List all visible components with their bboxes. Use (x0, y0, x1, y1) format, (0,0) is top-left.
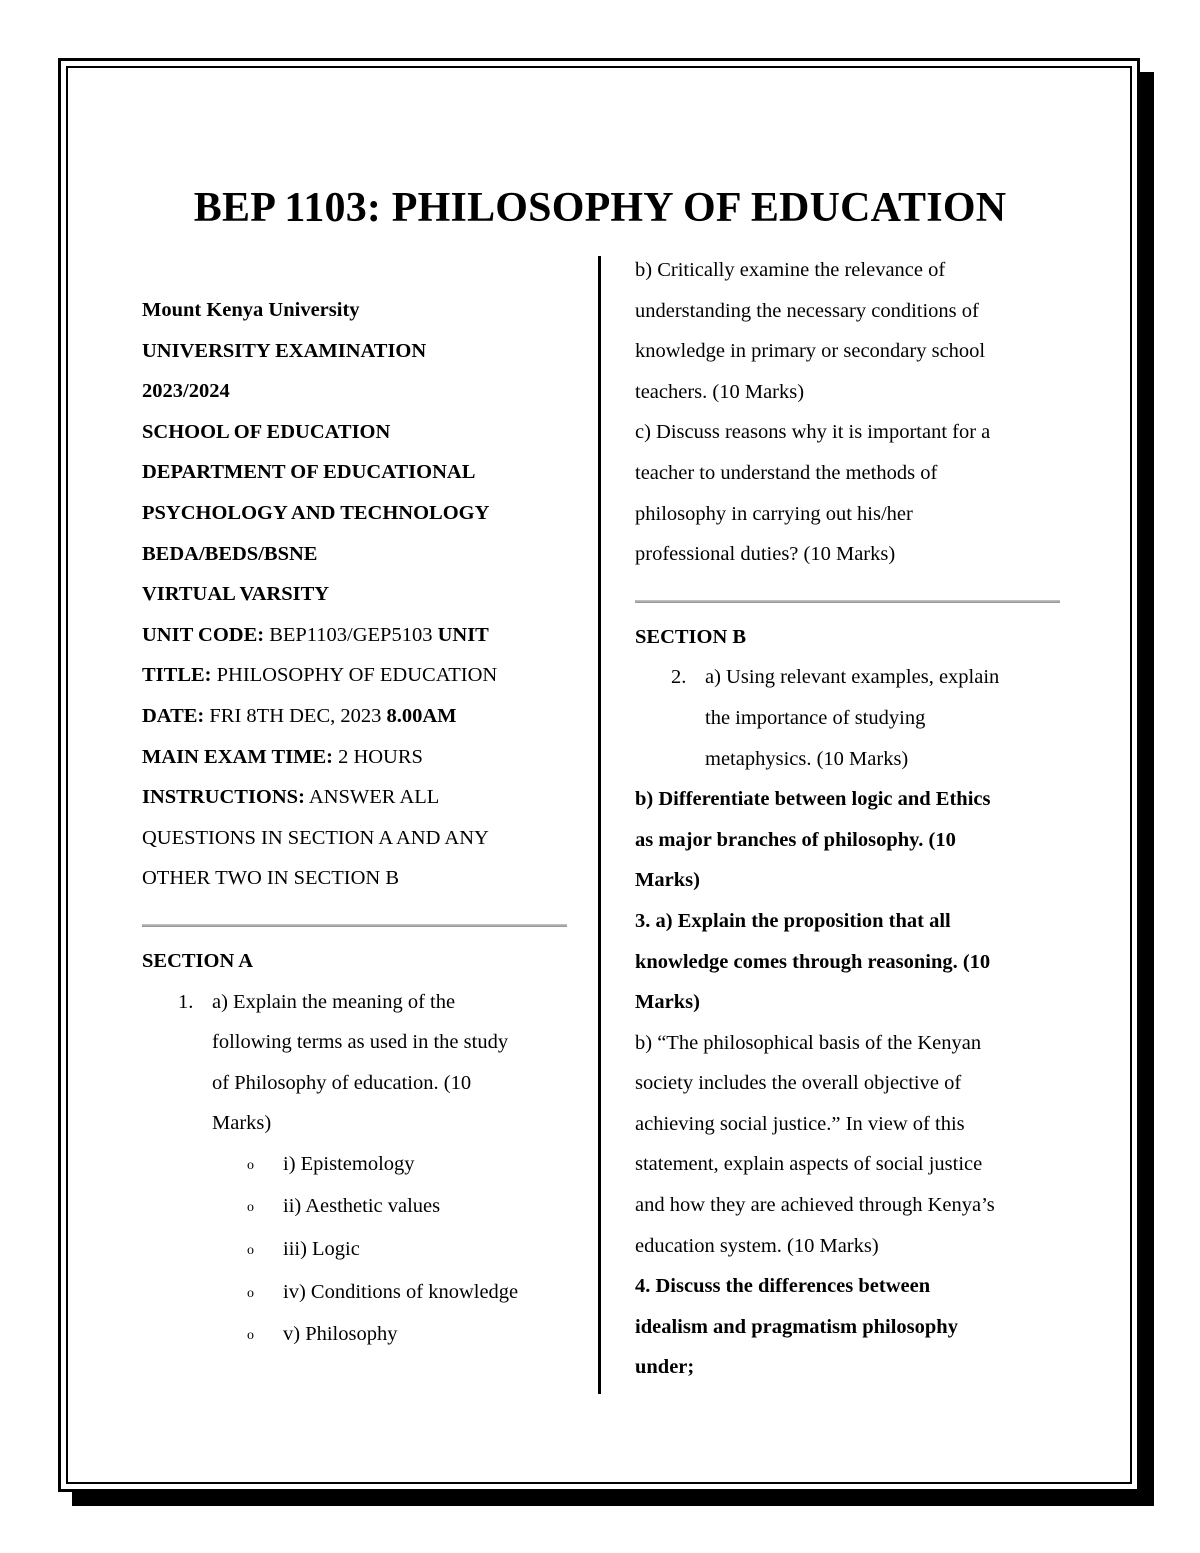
term-text: v) Philosophy (283, 1323, 398, 1346)
question-4-line-3: under; (635, 1356, 695, 1379)
bullet-icon: o (247, 1200, 254, 1216)
unit-title-line (142, 655, 572, 696)
instructions-text-1: ANSWER ALL (304, 786, 440, 809)
term-text: iv) Conditions of knowledge (283, 1280, 519, 1303)
question-3b-line-5: and how they are achieved through Kenya’s (635, 1194, 995, 1217)
question-2b-line-3: Marks) (635, 869, 700, 892)
university-name: Mount Kenya University (142, 299, 360, 321)
date-line (142, 696, 572, 737)
question-3b-line-2: society includes the overall objective of (635, 1072, 962, 1095)
exam-time-line (142, 737, 572, 778)
bullet-icon: o (247, 1328, 254, 1344)
term-item (142, 1144, 572, 1187)
question-4-line-1: 4. Discuss the differences between (635, 1275, 931, 1298)
question-3b-line-4: statement, explain aspects of social justice (635, 1153, 983, 1176)
question-3b-line-3: achieving social justice.” In view of this (635, 1112, 965, 1135)
question-1-line-1 (142, 982, 572, 1023)
question-1b-line-2: understanding the necessary conditions of (635, 299, 979, 322)
programmes: BEDA/BEDS/BSNE (142, 542, 318, 565)
exam-time-label: MAIN EXAM TIME: (142, 745, 333, 768)
question-1-line-4: Marks) (212, 1112, 272, 1135)
term-item (142, 1186, 572, 1229)
question-1c-line-1: c) Discuss reasons why it is important for a (635, 421, 991, 444)
question-3a-line-2: knowledge comes through reasoning. (10 (635, 950, 991, 973)
unit-code-label: UNIT CODE: (142, 623, 265, 646)
question-2a-line-1 (635, 657, 1065, 698)
instructions-line-1 (142, 777, 572, 818)
horizontal-divider (635, 600, 1060, 603)
right-column (635, 250, 1065, 1388)
date-time: 8.00AM (386, 704, 457, 727)
exam-type: UNIVERSITY EXAMINATION (142, 339, 427, 362)
question-1-number: 1. (178, 990, 194, 1013)
term-text: iii) Logic (283, 1238, 360, 1261)
question-4-line-2: idealism and pragmatism philosophy (635, 1315, 958, 1338)
unit-code-line (142, 615, 572, 656)
left-column (142, 290, 572, 1357)
term-item (142, 1229, 572, 1272)
question-2a-text-1: a) Using relevant examples, explain (705, 666, 1000, 689)
question-2-number: 2. (671, 666, 687, 689)
question-3b-line-6: education system. (10 Marks) (635, 1234, 879, 1257)
document-title: BEP 1103: PHILOSOPHY OF EDUCATION (193, 185, 1007, 231)
date-label: DATE: (142, 704, 205, 727)
bullet-icon: o (247, 1157, 254, 1173)
question-3a-line-3: Marks) (635, 991, 700, 1014)
term-text: ii) Aesthetic values (283, 1195, 441, 1218)
question-2b-line-2: as major branches of philosophy. (10 (635, 828, 956, 851)
question-1c-line-4: professional duties? (10 Marks) (635, 543, 896, 566)
school-name: SCHOOL OF EDUCATION (142, 420, 391, 443)
term-item (142, 1314, 572, 1357)
term-item (142, 1272, 572, 1315)
question-2b-line-1: b) Differentiate between logic and Ethics (635, 788, 991, 811)
study-mode: VIRTUAL VARSITY (142, 583, 330, 606)
academic-year: 2023/2024 (142, 380, 230, 403)
question-1c-line-2: teacher to understand the methods of (635, 461, 938, 484)
unit-code-value: BEP1103/GEP5103 (264, 623, 438, 646)
question-1b-line-1: b) Critically examine the relevance of (635, 259, 946, 281)
unit-title-label-a: UNIT (437, 623, 489, 646)
bullet-icon: o (247, 1243, 254, 1259)
instructions-line-2: QUESTIONS IN SECTION A AND ANY (142, 826, 489, 849)
department-line-1: DEPARTMENT OF EDUCATIONAL (142, 461, 476, 484)
unit-title-value: PHILOSOPHY OF EDUCATION (211, 664, 498, 687)
section-a-heading: SECTION A (142, 949, 254, 972)
question-1-text-1: a) Explain the meaning of the (212, 990, 456, 1013)
question-1-line-2: following terms as used in the study (212, 1031, 509, 1054)
unit-title-label-b: TITLE: (142, 664, 212, 687)
instructions-label: INSTRUCTIONS: (142, 786, 305, 809)
horizontal-divider (142, 924, 567, 927)
exam-time-value: 2 HOURS (332, 745, 423, 768)
term-text: i) Epistemology (283, 1152, 415, 1175)
question-1c-line-3: philosophy in carrying out his/her (635, 502, 913, 525)
department-line-2: PSYCHOLOGY AND TECHNOLOGY (142, 501, 490, 524)
column-divider (598, 256, 601, 1394)
question-3b-line-1: b) “The philosophical basis of the Kenyan (635, 1031, 982, 1054)
question-1-line-3: of Philosophy of education. (10 (212, 1071, 472, 1094)
bullet-icon: o (247, 1285, 254, 1301)
question-2a-line-2: the importance of studying (705, 706, 926, 729)
section-b-heading: SECTION B (635, 625, 747, 648)
question-1b-line-3: knowledge in primary or secondary school (635, 340, 986, 363)
question-2a-line-3: metaphysics. (10 Marks) (705, 747, 909, 770)
question-1b-line-4: teachers. (10 Marks) (635, 380, 805, 403)
date-value: FRI 8TH DEC, 2023 (204, 704, 387, 727)
instructions-line-3: OTHER TWO IN SECTION B (142, 867, 399, 890)
question-3a-line-1: 3. a) Explain the proposition that all (635, 909, 951, 932)
